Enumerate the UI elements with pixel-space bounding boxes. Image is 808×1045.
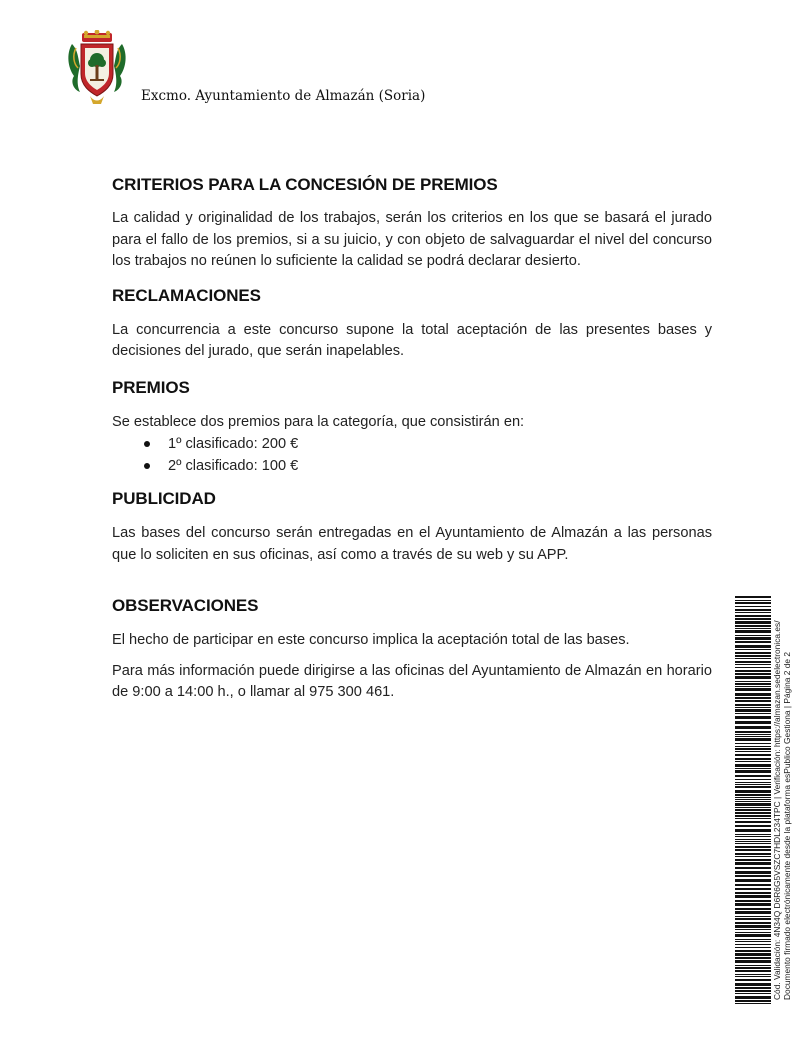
barcode-bar bbox=[735, 911, 771, 914]
barcode-bar bbox=[735, 867, 771, 869]
barcode-bar bbox=[735, 655, 771, 657]
barcode-bar bbox=[735, 944, 771, 945]
barcode-bar bbox=[735, 908, 771, 910]
section-body-observaciones-1: El hecho de participar en este concurso implica la aceptación total de las bases. bbox=[112, 632, 630, 648]
section-heading-premios: PREMIOS bbox=[112, 377, 190, 397]
verification-line-1: Cód. Validación: 4N34Q D6R6G5VSZC7HDL234TPC | Verificación: https://almazan.sedelectronica.es/ bbox=[772, 620, 782, 1000]
barcode-bar bbox=[735, 697, 771, 699]
barcode-bar bbox=[735, 875, 771, 877]
barcode-bar bbox=[735, 987, 771, 989]
barcode-bar bbox=[735, 721, 771, 724]
barcode-bar bbox=[735, 602, 771, 604]
barcode-bar bbox=[735, 934, 771, 937]
section-heading-publicidad: PUBLICIDAD bbox=[112, 489, 216, 508]
barcode-bar bbox=[735, 853, 771, 855]
barcode-bar bbox=[735, 1003, 771, 1004]
barcode-bar bbox=[735, 738, 771, 741]
barcode-bar bbox=[735, 734, 771, 735]
barcode-bar bbox=[735, 707, 771, 708]
barcode-bar bbox=[735, 600, 771, 601]
barcode-bar bbox=[735, 803, 771, 806]
barcode-bar bbox=[735, 979, 771, 981]
section-body-publicidad: Las bases del concurso serán entregadas en el Ayuntamiento de Almazán a las personas que lo soliciten en sus oficinas, así como a través de su web y su APP. bbox=[112, 525, 712, 563]
barcode-bar bbox=[735, 688, 771, 691]
barcode-bar bbox=[735, 947, 771, 948]
barcode-bar bbox=[735, 960, 771, 963]
barcode-bar bbox=[735, 716, 771, 719]
barcode-bar bbox=[735, 754, 771, 756]
section-body-reclamaciones: La concurrencia a este concurso supone la total aceptación de las presentes bases y decisiones del jurado, que serán inapelables. bbox=[112, 321, 712, 359]
coat-of-arms-icon bbox=[66, 30, 128, 106]
section-body-premios: Se establece dos premios para la categoría, que consistirán en: bbox=[112, 413, 525, 430]
barcode-bar bbox=[735, 892, 771, 894]
barcode-bar bbox=[735, 929, 771, 930]
barcode-bar bbox=[735, 658, 771, 659]
barcode-bar bbox=[735, 667, 771, 668]
barcode-bar bbox=[735, 615, 771, 617]
verification-footer bbox=[772, 605, 792, 1000]
barcode-bar bbox=[735, 818, 771, 819]
barcode-bar bbox=[735, 990, 771, 992]
barcode-bar bbox=[735, 709, 771, 712]
barcode-bar bbox=[735, 846, 771, 848]
barcode-bar bbox=[735, 700, 771, 702]
barcode-bar bbox=[735, 834, 771, 835]
barcode-bar bbox=[735, 635, 771, 636]
barcode-bar bbox=[735, 686, 771, 687]
barcode-bar bbox=[735, 625, 771, 627]
barcode-bar bbox=[735, 731, 771, 733]
barcode-bar bbox=[735, 736, 771, 737]
barcode-bar bbox=[735, 784, 771, 785]
barcode-bar bbox=[735, 649, 771, 650]
section-heading-observaciones: OBSERVACIONES bbox=[112, 596, 259, 615]
section-body-observaciones-2: Para más información puede dirigirse a las oficinas del Ayuntamiento de Almazán en horario de 9:00 a 14:00 h., o llamar al 975 300 461. bbox=[112, 662, 712, 700]
barcode-bar bbox=[735, 957, 771, 959]
barcode-bar bbox=[735, 825, 771, 827]
barcode-bar bbox=[735, 618, 771, 620]
barcode-bar bbox=[735, 704, 771, 706]
barcode-bar bbox=[735, 786, 771, 788]
barcode-bar bbox=[735, 799, 771, 800]
barcode-bar bbox=[735, 993, 771, 994]
barcode-bar bbox=[735, 790, 771, 793]
barcode-bar bbox=[735, 596, 771, 598]
barcode-bar bbox=[735, 918, 771, 920]
barcode-bar bbox=[735, 652, 771, 654]
barcode-bar bbox=[735, 829, 771, 832]
barcode-bar bbox=[735, 809, 771, 811]
barcode-bar bbox=[735, 748, 771, 750]
barcode-bar bbox=[735, 807, 771, 808]
barcode-bar bbox=[735, 849, 771, 851]
barcode-bar bbox=[735, 693, 771, 696]
barcode-bar bbox=[735, 839, 771, 840]
barcode-bar bbox=[735, 751, 771, 752]
barcode-bar bbox=[735, 779, 771, 780]
barcode-bar bbox=[735, 775, 771, 777]
barcode-bar bbox=[735, 670, 771, 672]
section-body-criterios: La calidad y originalidad de los trabajos, serán los criterios en los que se basará el jurado para el fallo de los premios, si a su juicio, y con objeto de salvaguardar el nivel del concurso los trabajos no reúnen lo suficiente la calidad se podrá declarar desierto. bbox=[112, 210, 712, 269]
barcode-bar bbox=[735, 630, 771, 633]
barcode-bar bbox=[735, 970, 771, 972]
barcode-bar bbox=[735, 645, 771, 648]
barcode-bar bbox=[735, 743, 771, 744]
prize-list bbox=[112, 433, 712, 477]
barcode-bar bbox=[735, 673, 771, 675]
barcode-bar bbox=[735, 746, 771, 747]
barcode-bar bbox=[735, 843, 771, 844]
barcode-bar bbox=[735, 996, 771, 999]
header-title: Excmo. Ayuntamiento de Almazán (Soria) bbox=[141, 88, 426, 104]
barcode-bar bbox=[735, 782, 771, 783]
barcode-bar bbox=[735, 664, 771, 665]
barcode-icon bbox=[735, 596, 771, 1004]
verification-line-2: Documento firmado electrónicamente desde la plataforma esPublico Gestiona | Página 2 de 2 bbox=[782, 651, 792, 1000]
barcode-bar bbox=[735, 764, 771, 767]
barcode-bar bbox=[735, 916, 771, 917]
barcode-bar bbox=[735, 976, 771, 977]
barcode-bar bbox=[735, 903, 771, 906]
barcode-bar bbox=[735, 621, 771, 624]
barcode-bar bbox=[735, 683, 771, 685]
barcode-bar bbox=[735, 676, 771, 679]
barcode-bar bbox=[735, 1000, 771, 1002]
barcode-bar bbox=[735, 612, 771, 613]
barcode-bar bbox=[735, 812, 771, 814]
section-heading-reclamaciones: RECLAMACIONES bbox=[112, 285, 261, 305]
barcode-bar bbox=[735, 932, 771, 933]
barcode-bar bbox=[735, 841, 771, 842]
barcode-bar bbox=[735, 925, 771, 928]
barcode-bar bbox=[735, 797, 771, 798]
barcode-bar bbox=[735, 922, 771, 924]
barcode-bar bbox=[735, 661, 771, 663]
barcode-bar bbox=[735, 900, 771, 902]
barcode-bar bbox=[735, 726, 771, 729]
barcode-bar bbox=[735, 983, 771, 986]
barcode-bar bbox=[735, 637, 771, 640]
barcode-bar bbox=[735, 815, 771, 817]
barcode-bar bbox=[735, 609, 771, 611]
barcode-bar bbox=[735, 941, 771, 942]
barcode-bar bbox=[735, 768, 771, 769]
barcode-bar bbox=[735, 836, 771, 837]
barcode-bar bbox=[735, 950, 771, 952]
barcode-bar bbox=[735, 794, 771, 796]
barcode-bar bbox=[735, 884, 771, 886]
barcode-bar bbox=[735, 801, 771, 802]
barcode-bar bbox=[735, 871, 771, 874]
barcode-bar bbox=[735, 888, 771, 890]
barcode-bar bbox=[735, 856, 771, 857]
barcode-bar bbox=[735, 967, 771, 969]
barcode-bar bbox=[735, 953, 771, 956]
section-heading-criterios: CRITERIOS PARA LA CONCESIÓN DE PREMIOS bbox=[112, 175, 498, 194]
barcode-bar bbox=[735, 879, 771, 882]
document-body bbox=[112, 175, 712, 704]
barcode-bar bbox=[735, 761, 771, 762]
barcode-bar bbox=[735, 681, 771, 682]
barcode-bar bbox=[735, 606, 771, 607]
list-item: 1º clasificado: 200 € bbox=[112, 433, 712, 455]
list-item: 2º clasificado: 100 € bbox=[112, 455, 712, 477]
barcode-bar bbox=[735, 641, 771, 643]
barcode-bar bbox=[735, 859, 771, 861]
barcode-bar bbox=[735, 974, 771, 975]
barcode-bar bbox=[735, 965, 771, 966]
barcode-bar bbox=[735, 770, 771, 773]
barcode-bar bbox=[735, 758, 771, 760]
barcode-bar bbox=[735, 821, 771, 823]
barcode-bar bbox=[735, 939, 771, 940]
barcode-bar bbox=[735, 713, 771, 714]
barcode-bar bbox=[735, 628, 771, 629]
barcode-bar bbox=[735, 895, 771, 898]
barcode-bar bbox=[735, 862, 771, 865]
